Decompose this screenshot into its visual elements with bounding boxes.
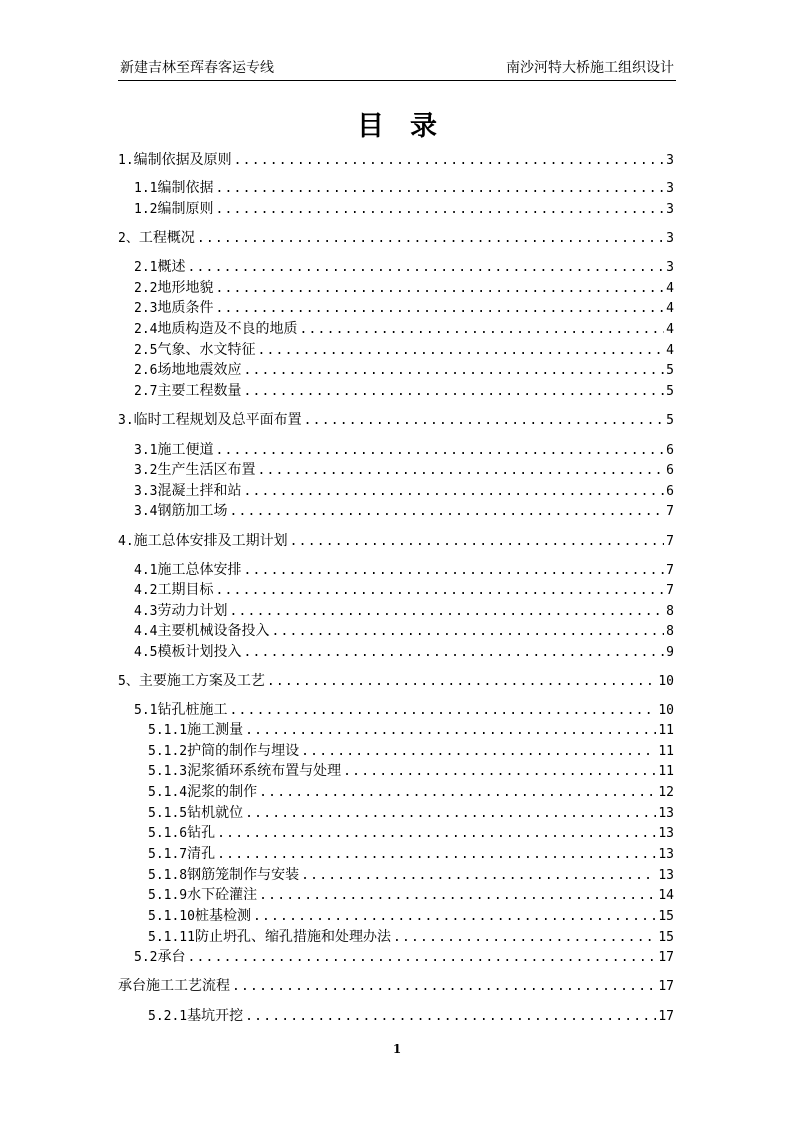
toc-dot-leader — [271, 622, 664, 642]
toc-entry-number: 1.1 — [134, 181, 158, 196]
toc-entry-number: 5.1.3 — [148, 764, 188, 779]
toc-entry-label: 施工总体安排及工期计划 — [133, 533, 288, 549]
toc-entry-label: 地形地貌 — [157, 280, 214, 296]
toc-dot-leader — [215, 200, 664, 220]
toc-entry-label: 施工测量 — [187, 722, 244, 738]
toc-entry-label: 防止坍孔、缩孔措施和处理办法 — [194, 929, 391, 945]
toc-entry-page: 13 — [658, 868, 674, 883]
toc-entry-label: 工程概况 — [138, 230, 195, 246]
toc-dot-leader — [304, 411, 665, 431]
toc-entry[interactable] — [134, 501, 674, 521]
toc-entry-label: 劳动力计划 — [157, 603, 228, 619]
toc-entry-number: 5.1.6 — [148, 826, 188, 841]
toc-entry-page: 5 — [666, 384, 674, 399]
toc-entry-number: 5、 — [118, 674, 139, 689]
toc-dot-leader — [259, 886, 656, 906]
toc-entry-label: 编制依据 — [157, 180, 214, 196]
toc-entry-page: 13 — [658, 806, 674, 821]
page-number: 1 — [392, 1042, 402, 1056]
toc-entry-page: 10 — [658, 703, 674, 718]
toc-entry-label: 施工便道 — [157, 442, 214, 458]
toc-entry-label: 承台 — [157, 949, 186, 965]
toc-dot-leader — [229, 701, 656, 721]
toc-entry-label: 水下砼灌注 — [187, 887, 258, 903]
toc-entry[interactable] — [134, 178, 674, 198]
toc-entry-page: 6 — [666, 463, 674, 478]
toc-entry-page: 7 — [666, 534, 674, 549]
toc-entry-label: 基坑开挖 — [187, 1008, 244, 1024]
toc-entry-number: 3.4 — [134, 504, 158, 519]
toc-dot-leader — [215, 279, 664, 299]
toc-entry-label: 地质条件 — [157, 300, 214, 316]
toc-dot-leader — [243, 382, 664, 402]
toc-entry[interactable] — [134, 278, 674, 298]
toc-entry[interactable] — [134, 440, 674, 460]
toc-entry-label: 地质构造及不良的地质 — [157, 321, 298, 337]
toc-entry-page: 4 — [666, 322, 674, 337]
page-header — [118, 56, 676, 81]
toc-entry-number: 3.3 — [134, 484, 158, 499]
toc-entry[interactable] — [148, 803, 674, 823]
toc-entry-label: 模板计划投入 — [157, 644, 242, 660]
toc-dot-leader — [215, 179, 664, 199]
toc-entry-page: 5 — [666, 363, 674, 378]
toc-entry[interactable] — [134, 481, 674, 501]
toc-entry-number: 2.7 — [134, 384, 158, 399]
toc-entry-number: 4.4 — [134, 624, 158, 639]
toc-dot-leader — [259, 783, 656, 803]
toc-entry-label: 临时工程规划及总平面布置 — [133, 412, 302, 428]
toc-entry[interactable] — [148, 720, 674, 740]
toc-entry-label: 承台施工工艺流程 — [118, 978, 230, 994]
toc-dot-leader — [217, 845, 656, 865]
toc-entry[interactable] — [148, 823, 674, 843]
toc-dot-leader — [243, 561, 664, 581]
toc-entry-page: 4 — [666, 281, 674, 296]
toc-entry-page: 10 — [658, 674, 674, 689]
toc-dot-leader — [299, 320, 664, 340]
toc-entry-page: 17 — [658, 979, 674, 994]
toc-entry-number: 1. — [118, 153, 134, 168]
toc-entry-page: 13 — [658, 826, 674, 841]
toc-entry[interactable] — [134, 700, 674, 720]
toc-entry[interactable] — [134, 560, 674, 580]
toc-dot-leader — [253, 907, 656, 927]
toc-entry-number: 2.4 — [134, 322, 158, 337]
toc-entry[interactable] — [134, 642, 674, 662]
toc-entry-number: 1.2 — [134, 202, 158, 217]
toc-entry-number: 4.3 — [134, 604, 158, 619]
toc-entry-number: 4.5 — [134, 645, 158, 660]
toc-entry-number: 2.6 — [134, 363, 158, 378]
toc-dot-leader — [229, 602, 664, 622]
toc-entry[interactable] — [148, 761, 674, 781]
toc-entry-number: 5.1.7 — [148, 847, 188, 862]
toc-entry-page: 3 — [666, 260, 674, 275]
toc-entry-label: 场地地震效应 — [157, 362, 242, 378]
toc-entry[interactable] — [118, 976, 674, 996]
toc-entry[interactable] — [134, 460, 674, 480]
toc-entry-label: 编制原则 — [157, 201, 214, 217]
toc-entry-page: 7 — [666, 563, 674, 578]
toc-entry-page: 12 — [658, 785, 674, 800]
toc-entry-number: 4. — [118, 534, 134, 549]
toc-entry-page: 3 — [666, 231, 674, 246]
toc-entry[interactable] — [134, 199, 674, 219]
header-document-name: 南沙河特大桥施工组织设计 — [506, 60, 674, 76]
toc-entry-number: 4.1 — [134, 563, 158, 578]
toc-entry-number: 2、 — [118, 231, 139, 246]
toc-dot-leader — [217, 824, 656, 844]
toc-entry-page: 3 — [666, 153, 674, 168]
toc-entry-number: 2.2 — [134, 281, 158, 296]
toc-entry-number: 5.1.1 — [148, 723, 188, 738]
toc-entry-label: 概述 — [157, 259, 186, 275]
toc-dot-leader — [187, 948, 656, 968]
toc-dot-leader — [245, 721, 656, 741]
toc-dot-leader — [301, 866, 656, 886]
toc-entry[interactable] — [134, 360, 674, 380]
toc-entry-page: 7 — [666, 583, 674, 598]
toc-dot-leader — [290, 532, 665, 552]
toc-entry-label: 生产生活区布置 — [157, 462, 256, 478]
toc-entry-page: 7 — [666, 504, 674, 519]
toc-entry-number: 2.5 — [134, 343, 158, 358]
toc-dot-leader — [301, 742, 656, 762]
toc-entry-number: 5.1 — [134, 703, 158, 718]
toc-entry[interactable] — [148, 782, 674, 802]
toc-entry-number: 5.1.10 — [148, 909, 195, 924]
toc-entry-page: 4 — [666, 301, 674, 316]
toc-entry[interactable] — [134, 381, 674, 401]
toc-entry[interactable] — [148, 1006, 674, 1026]
toc-entry[interactable] — [134, 580, 674, 600]
toc-entry-label: 主要机械设备投入 — [157, 623, 270, 639]
toc-dot-leader — [393, 928, 656, 948]
toc-entry[interactable] — [134, 947, 674, 967]
toc-entry-label: 钻孔 — [187, 825, 216, 841]
toc-dot-leader — [215, 299, 664, 319]
toc-dot-leader — [229, 502, 664, 522]
toc-dot-leader — [197, 229, 664, 249]
toc-dot-leader — [187, 258, 664, 278]
toc-entry-page: 15 — [658, 930, 674, 945]
toc-entry-label: 钻机就位 — [187, 805, 244, 821]
toc-entry-page: 3 — [666, 181, 674, 196]
toc-title: 目录 — [357, 111, 463, 142]
toc-entry-page: 9 — [666, 645, 674, 660]
toc-entry[interactable] — [118, 531, 674, 551]
toc-dot-leader — [232, 977, 656, 997]
toc-dot-leader — [215, 581, 664, 601]
toc-entry[interactable] — [148, 927, 674, 947]
toc-entry-label: 主要施工方案及工艺 — [138, 673, 265, 689]
toc-entry-number: 5.1.2 — [148, 744, 188, 759]
toc-entry[interactable] — [148, 844, 674, 864]
toc-dot-leader — [215, 441, 664, 461]
toc-entry-number: 3. — [118, 413, 134, 428]
toc-entry-label: 护筒的制作与埋设 — [187, 743, 300, 759]
toc-entry-label: 泥浆循环系统布置与处理 — [187, 763, 342, 779]
toc-entry-label: 工期目标 — [157, 582, 214, 598]
toc-entry-page: 13 — [658, 847, 674, 862]
toc-entry-number: 3.2 — [134, 463, 158, 478]
toc-entry[interactable] — [148, 885, 674, 905]
toc-entry-label: 混凝土拌和站 — [157, 483, 242, 499]
toc-dot-leader — [257, 341, 664, 361]
toc-entry-page: 8 — [666, 604, 674, 619]
toc-dot-leader — [245, 1007, 656, 1027]
toc-entry-label: 编制依据及原则 — [133, 152, 232, 168]
toc-entry-number: 5.1.8 — [148, 868, 188, 883]
toc-dot-leader — [243, 482, 664, 502]
toc-entry-number: 5.2 — [134, 950, 158, 965]
toc-entry[interactable] — [134, 298, 674, 318]
toc-entry-label: 主要工程数量 — [157, 383, 242, 399]
toc-dot-leader — [245, 804, 656, 824]
toc-entry-number: 2.3 — [134, 301, 158, 316]
toc-entry-page: 3 — [666, 202, 674, 217]
toc-dot-leader — [243, 361, 664, 381]
toc-entry-page: 6 — [666, 484, 674, 499]
toc-entry-label: 施工总体安排 — [157, 562, 242, 578]
toc-entry[interactable] — [134, 601, 674, 621]
toc-entry-page: 17 — [658, 950, 674, 965]
toc-entry-page: 11 — [658, 744, 674, 759]
toc-entry-page: 15 — [658, 909, 674, 924]
toc-entry-number: 5.2.1 — [148, 1009, 188, 1024]
toc-entry-label: 清孔 — [187, 846, 216, 862]
toc-entry-number: 4.2 — [134, 583, 158, 598]
toc-dot-leader — [243, 643, 664, 663]
toc-entry-page: 8 — [666, 624, 674, 639]
toc-entry[interactable] — [118, 150, 674, 170]
toc-dot-leader — [267, 672, 657, 692]
toc-entry-label: 钻孔桩施工 — [157, 702, 228, 718]
toc-entry-label: 泥浆的制作 — [187, 784, 258, 800]
toc-entry[interactable] — [118, 671, 674, 691]
toc-entry-label: 气象、水文特征 — [157, 342, 256, 358]
toc-entry-page: 14 — [658, 888, 674, 903]
toc-entry-page: 5 — [666, 413, 674, 428]
toc-entry[interactable] — [148, 741, 674, 761]
toc-entry-label: 钢筋加工场 — [157, 503, 228, 519]
toc-entry[interactable] — [134, 621, 674, 641]
toc-entry[interactable] — [118, 410, 674, 430]
toc-entry-page: 11 — [658, 764, 674, 779]
toc-entry-number: 5.1.9 — [148, 888, 188, 903]
toc-entry[interactable] — [118, 228, 674, 248]
toc-entry-page: 6 — [666, 443, 674, 458]
toc-entry-label: 桩基检测 — [194, 908, 251, 924]
toc-entry[interactable] — [134, 257, 674, 277]
toc-entry[interactable] — [148, 906, 674, 926]
toc-entry-page: 17 — [658, 1009, 674, 1024]
toc-entry-number: 5.1.4 — [148, 785, 188, 800]
toc-entry-number: 3.1 — [134, 443, 158, 458]
toc-entry[interactable] — [134, 340, 674, 360]
toc-entry-page: 4 — [666, 343, 674, 358]
toc-dot-leader — [257, 461, 664, 481]
toc-dot-leader — [234, 151, 665, 171]
toc-entry-number: 5.1.11 — [148, 930, 195, 945]
toc-entry-page: 11 — [658, 723, 674, 738]
toc-entry-number: 2.1 — [134, 260, 158, 275]
toc-entry-label: 钢筋笼制作与安装 — [187, 867, 300, 883]
toc-dot-leader — [343, 762, 656, 782]
header-project-name: 新建吉林至珲春客运专线 — [120, 60, 274, 76]
toc-entry[interactable] — [148, 865, 674, 885]
toc-entry-number: 5.1.5 — [148, 806, 188, 821]
toc-entry[interactable] — [134, 319, 674, 339]
